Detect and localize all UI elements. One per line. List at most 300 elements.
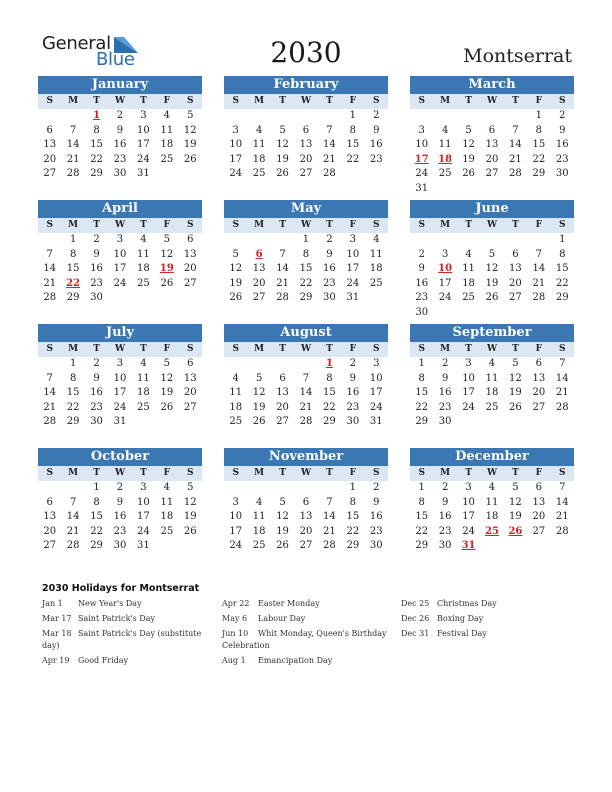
day-cell: 28: [555, 401, 569, 413]
weekday-label: M: [440, 344, 451, 354]
empty-day: [271, 109, 294, 124]
day-cell: 23: [438, 401, 452, 413]
weekday-label: W: [486, 220, 498, 230]
month-title: September: [410, 324, 574, 342]
day-cell: 10: [137, 124, 150, 136]
month-june: [410, 200, 574, 321]
weekday-label: S: [373, 220, 380, 230]
day-cell: 27: [509, 292, 522, 304]
day-grid: [224, 357, 388, 430]
weekday-header: [224, 218, 388, 233]
weekday-label: S: [46, 96, 53, 106]
weekday-label: F: [163, 344, 171, 354]
day-cell: 31: [415, 182, 429, 194]
day-cell: 9: [116, 124, 124, 136]
weekday-label: S: [232, 96, 239, 106]
day-cell: 15: [66, 387, 80, 399]
day-cell: 13: [532, 372, 546, 384]
weekday-label: F: [349, 468, 357, 478]
weekday-label: T: [512, 468, 519, 478]
weekday-header: [38, 466, 202, 481]
day-cell: 7: [69, 124, 77, 136]
holiday-item: [42, 613, 217, 625]
day-cell: 16: [323, 263, 336, 275]
weekday-label: W: [300, 468, 312, 478]
day-cell: 28: [532, 292, 546, 304]
month-title: February: [224, 76, 388, 94]
weekday-header: [224, 342, 388, 357]
day-cell: 29: [346, 540, 360, 552]
day-cell: 14: [532, 263, 546, 275]
day-cell: 6: [187, 234, 194, 245]
day-cell: 27: [299, 168, 313, 180]
day-grid: [224, 233, 388, 306]
day-cell: 13: [299, 139, 313, 151]
day-cell: 22: [415, 525, 429, 537]
holiday-name: Easter Monday: [258, 599, 320, 608]
holiday-item: [42, 628, 217, 652]
day-cell: 26: [485, 292, 499, 304]
day-cell: 22: [323, 401, 336, 413]
day-cell: 26: [509, 401, 522, 413]
weekday-label: T: [465, 344, 472, 354]
month-title: March: [410, 76, 574, 94]
weekday-label: S: [232, 344, 239, 354]
day-cell: 9: [373, 496, 380, 508]
day-cell: 26: [252, 416, 266, 428]
day-cell: 9: [559, 124, 566, 136]
day-cell: 17: [229, 525, 243, 537]
month-title: August: [224, 324, 388, 342]
day-cell: 23: [438, 525, 452, 537]
day-cell: 3: [116, 234, 124, 245]
day-cell: 4: [140, 358, 147, 369]
day-cell: 18: [252, 525, 266, 537]
weekday-label: F: [349, 344, 357, 354]
weekday-label: S: [187, 96, 194, 106]
day-cell: 14: [43, 263, 57, 275]
month-february: [224, 76, 388, 182]
day-cell: 6: [512, 248, 519, 260]
day-cell: 12: [485, 263, 499, 275]
day-cell: 8: [418, 372, 425, 384]
day-cell: 2: [326, 234, 333, 245]
holiday-date: Apr 19: [42, 656, 70, 665]
day-cell: 9: [349, 372, 357, 384]
day-cell: 29: [532, 168, 546, 180]
day-cell: 22: [555, 277, 569, 289]
day-cell: 26: [229, 292, 243, 304]
day-cell: 16: [346, 387, 360, 399]
empty-day: [247, 233, 270, 248]
day-cell: 10: [369, 372, 383, 384]
holiday-date: Jun 10: [222, 629, 249, 638]
day-cell: 10: [113, 248, 127, 260]
day-cell: 27: [183, 277, 197, 289]
day-cell: 28: [43, 292, 57, 304]
day-cell: 22: [66, 401, 80, 413]
day-cell: 21: [66, 525, 80, 537]
day-cell: 14: [276, 263, 289, 275]
day-cell: 12: [509, 496, 522, 508]
day-cell: 17: [137, 511, 150, 523]
empty-day: [224, 233, 247, 248]
holiday-name: Festival Day: [437, 629, 487, 638]
day-cell: 30: [438, 416, 452, 428]
weekday-label: M: [68, 344, 79, 354]
day-cell: 24: [415, 168, 429, 180]
day-cell: 5: [255, 372, 263, 384]
day-cell: 20: [532, 511, 546, 523]
day-cell: 3: [232, 124, 239, 136]
holiday-item: [222, 628, 397, 652]
holiday-date: Dec 26: [401, 614, 430, 623]
day-cell: 21: [299, 401, 313, 413]
day-cell: 31: [369, 416, 383, 428]
day-cell: 16: [113, 139, 127, 151]
day-cell: 21: [555, 511, 569, 523]
empty-day: [294, 109, 317, 124]
empty-day: [527, 233, 550, 248]
month-october: [38, 448, 202, 554]
holidays-title: 2030 Holidays for Montserrat: [42, 583, 200, 594]
empty-day: [318, 109, 341, 124]
weekday-label: F: [163, 220, 171, 230]
empty-day: [224, 357, 247, 372]
holiday-item: [42, 655, 217, 667]
day-cell: 1: [93, 110, 101, 121]
weekday-header: [224, 94, 388, 109]
holiday-name: Whit Monday, Queen's Birthday Celebration: [222, 629, 387, 650]
day-cell: 11: [485, 372, 499, 384]
day-cell: 20: [183, 263, 197, 275]
day-cell: 21: [323, 153, 336, 165]
weekday-label: M: [68, 220, 79, 230]
holiday-date: Dec 25: [401, 599, 430, 608]
day-cell: 3: [232, 496, 239, 508]
day-cell: 29: [90, 168, 103, 180]
day-cell: 14: [299, 387, 313, 399]
empty-day: [38, 109, 61, 124]
weekday-header: [38, 94, 202, 109]
empty-day: [38, 357, 61, 372]
empty-day: [504, 233, 527, 248]
day-grid: [38, 109, 202, 182]
day-cell: 7: [46, 248, 53, 260]
empty-day: [271, 357, 294, 372]
day-cell: 10: [113, 372, 127, 384]
month-title: June: [410, 200, 574, 218]
day-cell: 26: [276, 168, 289, 180]
day-cell: 29: [415, 416, 429, 428]
weekday-header: [410, 94, 574, 109]
day-cell: 25: [485, 525, 499, 537]
logo-blue-text: Blue: [96, 49, 135, 70]
day-cell: 9: [93, 372, 100, 384]
day-cell: 7: [512, 124, 519, 136]
weekday-label: W: [114, 344, 126, 354]
holiday-date: Mar 18: [42, 629, 72, 638]
day-cell: 31: [113, 416, 127, 428]
day-cell: 6: [46, 496, 53, 508]
day-cell: 4: [255, 496, 263, 508]
day-cell: 20: [276, 401, 289, 413]
empty-day: [410, 233, 433, 248]
day-cell: 2: [373, 110, 380, 121]
day-cell: 4: [488, 482, 496, 493]
weekday-label: T: [140, 96, 147, 106]
day-cell: 20: [485, 153, 499, 165]
day-cell: 22: [415, 401, 429, 413]
day-cell: 16: [90, 387, 103, 399]
day-cell: 18: [137, 387, 150, 399]
weekday-label: F: [535, 468, 543, 478]
weekday-label: T: [279, 220, 286, 230]
day-cell: 1: [69, 234, 77, 245]
day-cell: 10: [415, 139, 429, 151]
weekday-label: S: [46, 344, 53, 354]
holidays-column: [401, 598, 576, 643]
day-cell: 6: [535, 358, 543, 369]
day-cell: 23: [415, 292, 429, 304]
day-cell: 11: [137, 248, 150, 260]
day-cell: 21: [509, 153, 522, 165]
day-cell: 4: [255, 124, 263, 136]
month-may: [224, 200, 388, 306]
day-cell: 27: [532, 525, 546, 537]
weekday-label: S: [232, 468, 239, 478]
day-cell: 29: [90, 540, 103, 552]
day-cell: 15: [90, 511, 103, 523]
month-march: [410, 76, 574, 197]
day-cell: 15: [299, 263, 313, 275]
weekday-label: W: [114, 468, 126, 478]
day-cell: 7: [69, 496, 77, 508]
day-cell: 25: [252, 540, 266, 552]
day-cell: 9: [373, 124, 380, 136]
day-grid: [38, 357, 202, 430]
day-cell: 12: [252, 387, 266, 399]
day-cell: 22: [90, 153, 103, 165]
day-cell: 13: [252, 263, 266, 275]
day-cell: 8: [69, 248, 77, 260]
day-grid: [38, 481, 202, 554]
day-cell: 28: [43, 416, 57, 428]
weekday-label: T: [512, 344, 519, 354]
day-cell: 16: [113, 511, 127, 523]
day-cell: 24: [113, 401, 127, 413]
month-title: July: [38, 324, 202, 342]
day-cell: 5: [512, 358, 519, 369]
month-august: [224, 324, 388, 430]
day-cell: 13: [183, 248, 197, 260]
day-cell: 17: [113, 263, 127, 275]
day-cell: 20: [183, 387, 197, 399]
empty-day: [271, 233, 294, 248]
day-cell: 23: [555, 153, 569, 165]
day-cell: 16: [369, 139, 383, 151]
weekday-label: S: [559, 344, 566, 354]
day-cell: 30: [323, 292, 336, 304]
day-cell: 8: [69, 372, 77, 384]
day-cell: 8: [93, 124, 100, 136]
weekday-label: T: [279, 468, 286, 478]
day-cell: 11: [252, 139, 266, 151]
day-cell: 5: [465, 124, 472, 136]
weekday-label: S: [46, 220, 53, 230]
day-cell: 6: [255, 248, 263, 260]
day-cell: 12: [276, 139, 289, 151]
day-cell: 23: [90, 277, 103, 289]
day-cell: 21: [43, 401, 57, 413]
day-cell: 31: [461, 540, 476, 552]
weekday-header: [38, 218, 202, 233]
day-grid: [410, 481, 574, 554]
day-cell: 25: [485, 401, 499, 413]
day-cell: 15: [66, 263, 80, 275]
weekday-label: M: [254, 344, 265, 354]
holiday-item: [401, 628, 576, 640]
day-cell: 1: [93, 482, 100, 493]
day-cell: 19: [276, 153, 289, 165]
day-cell: 17: [462, 387, 475, 399]
day-cell: 1: [535, 110, 543, 121]
day-cell: 26: [160, 277, 174, 289]
weekday-label: F: [535, 220, 543, 230]
day-cell: 11: [160, 496, 174, 508]
holiday-name: Saint Patrick's Day (substitute day): [42, 629, 202, 650]
holiday-name: Christmas Day: [437, 599, 497, 608]
day-cell: 1: [302, 234, 310, 245]
weekday-label: S: [373, 96, 380, 106]
empty-day: [247, 109, 270, 124]
day-cell: 30: [90, 416, 103, 428]
day-cell: 24: [137, 153, 150, 165]
day-cell: 22: [66, 277, 81, 289]
day-cell: 1: [559, 234, 566, 245]
day-cell: 3: [349, 234, 357, 245]
day-cell: 12: [160, 248, 174, 260]
day-cell: 15: [90, 139, 103, 151]
day-cell: 5: [279, 124, 286, 136]
weekday-label: S: [187, 344, 194, 354]
weekday-label: W: [486, 344, 498, 354]
day-cell: 5: [488, 248, 496, 260]
weekday-label: W: [300, 220, 312, 230]
day-cell: 27: [299, 540, 313, 552]
day-cell: 24: [229, 168, 243, 180]
day-cell: 19: [252, 401, 266, 413]
weekday-label: M: [254, 220, 265, 230]
day-cell: 10: [462, 496, 475, 508]
weekday-label: S: [559, 220, 566, 230]
day-cell: 15: [346, 511, 360, 523]
day-grid: [224, 481, 388, 554]
day-cell: 30: [90, 292, 103, 304]
day-cell: 30: [438, 540, 452, 552]
weekday-label: W: [300, 96, 312, 106]
day-cell: 7: [559, 358, 566, 369]
weekday-label: S: [232, 220, 239, 230]
day-cell: 20: [252, 277, 266, 289]
holiday-date: Aug 1: [222, 656, 246, 665]
holiday-item: [222, 655, 397, 667]
weekday-label: T: [326, 344, 333, 354]
holiday-item: [42, 598, 217, 610]
day-cell: 7: [46, 372, 53, 384]
day-cell: 12: [183, 124, 197, 136]
day-cell: 14: [509, 139, 522, 151]
day-cell: 9: [326, 248, 333, 260]
day-cell: 26: [276, 540, 289, 552]
month-september: [410, 324, 574, 430]
empty-day: [318, 481, 341, 496]
weekday-label: F: [535, 344, 543, 354]
empty-day: [457, 109, 480, 124]
weekday-label: T: [93, 96, 100, 106]
weekday-label: W: [486, 468, 498, 478]
day-cell: 13: [183, 372, 197, 384]
day-cell: 4: [373, 234, 380, 245]
month-july: [38, 324, 202, 430]
day-cell: 26: [508, 525, 523, 537]
logo: [42, 33, 142, 69]
day-cell: 18: [137, 263, 150, 275]
weekday-label: T: [279, 344, 286, 354]
day-cell: 26: [183, 525, 197, 537]
day-cell: 25: [137, 401, 150, 413]
empty-day: [247, 357, 270, 372]
day-cell: 19: [462, 153, 475, 165]
day-cell: 10: [438, 263, 453, 275]
day-cell: 29: [555, 292, 569, 304]
day-cell: 9: [116, 496, 124, 508]
day-cell: 20: [299, 153, 313, 165]
day-cell: 2: [349, 358, 357, 369]
empty-day: [224, 481, 247, 496]
day-cell: 5: [512, 482, 519, 493]
day-cell: 25: [462, 292, 475, 304]
day-cell: 1: [418, 482, 425, 493]
day-cell: 16: [438, 387, 452, 399]
day-cell: 5: [163, 234, 171, 245]
day-cell: 20: [509, 277, 522, 289]
empty-day: [61, 481, 84, 496]
day-cell: 3: [465, 482, 472, 493]
day-cell: 22: [346, 153, 360, 165]
month-title: November: [224, 448, 388, 466]
day-cell: 18: [438, 153, 453, 165]
day-cell: 25: [369, 277, 383, 289]
day-cell: 15: [415, 387, 429, 399]
month-title: December: [410, 448, 574, 466]
weekday-header: [410, 342, 574, 357]
day-cell: 18: [229, 401, 243, 413]
empty-day: [38, 233, 61, 248]
weekday-label: T: [93, 468, 100, 478]
day-cell: 31: [137, 168, 150, 180]
day-cell: 6: [187, 358, 194, 369]
day-cell: 7: [559, 482, 566, 493]
day-cell: 4: [441, 124, 449, 136]
weekday-label: S: [187, 468, 194, 478]
day-cell: 18: [160, 511, 174, 523]
year-title: 2030: [270, 36, 342, 69]
day-cell: 4: [232, 372, 239, 384]
weekday-label: M: [68, 468, 79, 478]
weekday-label: T: [326, 468, 333, 478]
day-cell: 6: [279, 372, 286, 384]
